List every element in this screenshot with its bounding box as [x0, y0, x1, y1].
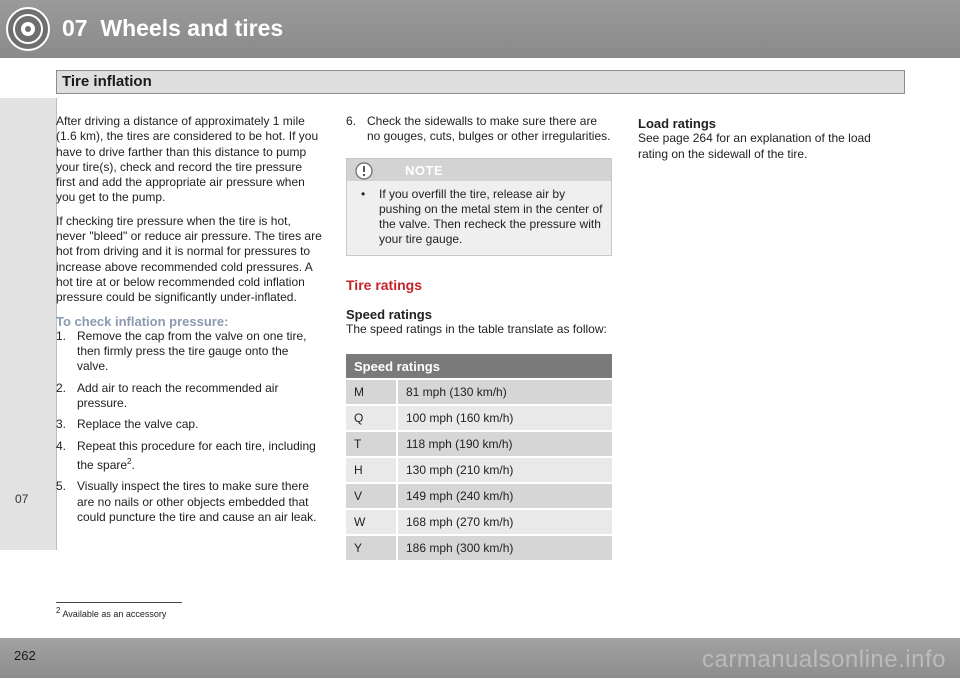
- footnote-ref[interactable]: 2: [127, 456, 132, 466]
- list-item: [56, 439, 323, 474]
- step-text: Replace the valve cap.: [77, 417, 199, 432]
- info-icon: [355, 162, 373, 180]
- section-bar: [56, 70, 905, 94]
- table-cell-speed: 100 mph (160 km/h): [397, 405, 612, 431]
- table-cell-code: W: [346, 509, 397, 535]
- step-text: Repeat this procedure for each tire, including the spare: [77, 438, 316, 472]
- list-item: [56, 329, 323, 375]
- footnote: [56, 606, 166, 619]
- section-title: Tire inflation: [62, 73, 152, 90]
- side-tab-label: 07: [15, 492, 29, 506]
- column-left: [56, 114, 323, 531]
- note-title: NOTE: [405, 162, 444, 178]
- table-row: [346, 509, 612, 535]
- step-text: Check the sidewalls to make sure there are no gouges, cuts, bulges or other irregularities.: [367, 114, 611, 144]
- table-cell-speed: 118 mph (190 km/h): [397, 431, 612, 457]
- table-cell-speed: 130 mph (210 km/h): [397, 457, 612, 483]
- table-row: [346, 405, 612, 431]
- paragraph-hot-tires: After driving a distance of approximately 1 mile (1.6 km), the tires are considered to be hot. If you have to drive farther than this distance to pump your tire(s), check and record the tire pressure first and add the appropriate air pressure when you get to the pump.: [56, 114, 319, 205]
- table-cell-code: T: [346, 431, 397, 457]
- subhead-check-pressure: To check inflation pressure:: [56, 313, 229, 329]
- table-row: [346, 379, 612, 405]
- subhead-speed-ratings: Speed ratings: [346, 306, 432, 322]
- step-number: 5.: [56, 479, 67, 494]
- step-text: Visually inspect the tires to make sure there are no nails or other objects embedded that could puncture the tire and cause an air leak.: [77, 479, 317, 524]
- chapter-name: Wheels and tires: [100, 15, 284, 41]
- paragraph-bleed-warning: If checking tire pressure when the tire is hot, never "bleed" or reduce air pressure. The tires are hot from driving and it is normal for pressures to increase above recommended cold pressures. A hot tire at or below recommended cold inflation pressure could be significantly under-inflated.: [56, 213, 322, 305]
- note-header: [347, 159, 611, 181]
- column-right: [638, 114, 902, 162]
- chapter-side-tab[interactable]: [0, 98, 57, 550]
- table-cell-speed: 186 mph (300 km/h): [397, 535, 612, 560]
- bullet-icon: •: [361, 186, 366, 201]
- note-text: If you overfill the tire, release air by pushing on the metal stem in the center of the valve. Then recheck the pressure with your tire gauge.: [379, 186, 603, 246]
- table-cell-speed: 149 mph (240 km/h): [397, 483, 612, 509]
- footnote-divider: [56, 602, 182, 603]
- footnote-number: 2: [56, 606, 61, 615]
- heading-load-ratings: Load ratings: [638, 116, 717, 131]
- note-body: [347, 181, 611, 247]
- footnote-text: Available as an accessory: [62, 609, 167, 619]
- table-row: [346, 535, 612, 560]
- list-item: [56, 381, 323, 412]
- speed-intro-text: The speed ratings in the table translate as follow:: [346, 322, 607, 337]
- load-ratings-text: See page 264 for an explanation of the load rating on the sidewall of the tire.: [638, 131, 871, 161]
- table-row: [346, 483, 612, 509]
- step-text: Remove the cap from the valve on one tire, then firmly press the tire gauge onto the valve.: [77, 328, 307, 374]
- table-row: [346, 431, 612, 457]
- list-item: [56, 479, 323, 525]
- list-item: [346, 114, 612, 145]
- steps-list: [56, 329, 323, 525]
- note-box: [346, 158, 612, 256]
- tire-logo-icon: [5, 6, 51, 52]
- table-header: Speed ratings: [346, 354, 612, 379]
- column-middle: [346, 114, 612, 560]
- table-cell-code: H: [346, 457, 397, 483]
- list-item: [56, 417, 323, 432]
- watermark: carmanualsonline.info: [702, 646, 946, 673]
- table-cell-code: Y: [346, 535, 397, 560]
- step-number: 2.: [56, 380, 67, 395]
- table-cell-code: M: [346, 379, 397, 405]
- table-cell-speed: 81 mph (130 km/h): [397, 379, 612, 405]
- table-row: [346, 457, 612, 483]
- heading-tire-ratings: Tire ratings: [346, 276, 422, 293]
- speed-ratings-table: [346, 354, 612, 560]
- chapter-number: 07: [62, 15, 88, 41]
- step-number: 3.: [56, 417, 67, 432]
- step-number: 6.: [346, 114, 357, 128]
- steps-list-continued: [346, 114, 612, 145]
- step-number: 4.: [56, 438, 67, 453]
- step-number: 1.: [56, 328, 67, 343]
- table-cell-code: V: [346, 483, 397, 509]
- step-text: Add air to reach the recommended air pressure.: [77, 380, 279, 411]
- step-text-end: .: [131, 457, 135, 472]
- table-cell-speed: 168 mph (270 km/h): [397, 509, 612, 535]
- chapter-title: [62, 15, 283, 42]
- page-number: 262: [14, 648, 36, 663]
- table-cell-code: Q: [346, 405, 397, 431]
